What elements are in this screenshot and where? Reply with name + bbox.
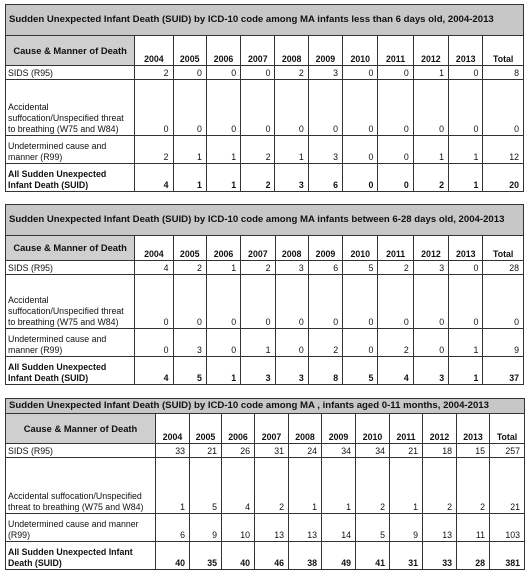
cell-value: 0: [343, 136, 378, 164]
table-row: [6, 80, 524, 136]
cell-total: 21: [490, 458, 525, 514]
header-cause-manner: Cause & Manner of Death: [6, 414, 156, 444]
cell-value: 3: [275, 261, 308, 275]
cell-value: 3: [173, 329, 206, 357]
cell-value: 2: [413, 164, 448, 192]
cell-value: 1: [322, 458, 356, 514]
cell-value: 1: [173, 136, 206, 164]
header-year: 2006: [222, 414, 255, 444]
suid-table-6-to-28-days: [5, 204, 524, 385]
cell-value: 1: [449, 136, 483, 164]
header-total: Total: [490, 414, 525, 444]
cell-total: 20: [483, 164, 524, 192]
row-cause: SIDS (R95): [6, 261, 135, 275]
row-cause: SIDS (R95): [6, 66, 135, 80]
cell-value: 3: [308, 136, 342, 164]
cell-value: 13: [423, 514, 457, 542]
row-cause: Accidental suffocation/Unspecified threat to breathing (W75 and W84): [6, 80, 135, 136]
cell-value: 5: [173, 357, 206, 385]
cell-value: 4: [135, 164, 173, 192]
row-cause: All Sudden Unexpected Infant Death (SUID): [6, 357, 135, 385]
cell-value: 0: [449, 261, 483, 275]
cell-value: 9: [390, 514, 423, 542]
cell-total: 9: [483, 329, 524, 357]
cell-value: 24: [289, 444, 322, 458]
cell-value: 1: [449, 164, 483, 192]
cell-value: 11: [457, 514, 490, 542]
header-year: 2008: [275, 36, 308, 66]
header-year: 2009: [322, 414, 356, 444]
cell-value: 21: [390, 444, 423, 458]
cell-value: 28: [457, 542, 490, 570]
cell-value: 0: [378, 136, 413, 164]
cell-value: 40: [222, 542, 255, 570]
table-row: [6, 514, 525, 542]
cell-value: 6: [156, 514, 190, 542]
cell-value: 3: [413, 261, 448, 275]
header-year: 2010: [343, 36, 378, 66]
cell-value: 13: [255, 514, 289, 542]
table-row-total: [6, 542, 525, 570]
header-year: 2007: [241, 236, 275, 261]
header-year: 2012: [413, 36, 448, 66]
cell-value: 1: [173, 164, 206, 192]
header-year: 2009: [308, 36, 342, 66]
cell-value: 1: [206, 164, 240, 192]
table-row: [6, 66, 524, 80]
cell-value: 49: [322, 542, 356, 570]
header-total: Total: [483, 36, 524, 66]
cell-value: 2: [457, 458, 490, 514]
cell-value: 8: [308, 357, 342, 385]
cell-value: 0: [173, 66, 206, 80]
cell-value: 4: [222, 458, 255, 514]
cell-value: 1: [275, 136, 308, 164]
cell-value: 2: [423, 458, 457, 514]
cell-value: 1: [449, 329, 483, 357]
cell-value: 38: [289, 542, 322, 570]
header-cause-manner: Cause & Manner of Death: [6, 36, 135, 66]
cell-value: 1: [413, 66, 448, 80]
cell-value: 2: [173, 261, 206, 275]
header-year: 2011: [390, 414, 423, 444]
cell-value: 4: [135, 357, 173, 385]
header-year: 2013: [457, 414, 490, 444]
cell-value: 5: [343, 357, 378, 385]
cell-value: 2: [241, 164, 275, 192]
cell-value: 34: [322, 444, 356, 458]
cell-value: 31: [255, 444, 289, 458]
header-year: 2008: [289, 414, 322, 444]
header-year: 2007: [241, 36, 275, 66]
cell-value: 2: [356, 458, 390, 514]
cell-value: 33: [156, 444, 190, 458]
cell-value: 10: [222, 514, 255, 542]
cell-value: 0: [343, 275, 378, 329]
cell-value: 3: [275, 357, 308, 385]
header-year: 2006: [206, 36, 240, 66]
cell-value: 0: [173, 80, 206, 136]
cell-value: 1: [156, 458, 190, 514]
header-year: 2012: [423, 414, 457, 444]
header-cause-manner: Cause & Manner of Death: [6, 236, 135, 261]
cell-value: 0: [413, 329, 448, 357]
cell-value: 3: [275, 164, 308, 192]
cell-value: 3: [413, 357, 448, 385]
cell-value: 0: [413, 275, 448, 329]
cell-value: 6: [308, 261, 342, 275]
cell-value: 1: [449, 357, 483, 385]
cell-value: 0: [206, 329, 240, 357]
cell-total: 103: [490, 514, 525, 542]
cell-value: 5: [190, 458, 222, 514]
header-year: 2006: [206, 236, 240, 261]
table-row: [6, 329, 524, 357]
header-year: 2008: [275, 236, 308, 261]
cell-value: 0: [378, 66, 413, 80]
header-year: 2005: [173, 236, 206, 261]
cell-value: 4: [135, 261, 173, 275]
header-year: 2004: [135, 236, 173, 261]
table-row: [6, 136, 524, 164]
cell-value: 1: [289, 458, 322, 514]
header-year: 2011: [378, 236, 413, 261]
table-title: Sudden Unexpected Infant Death (SUID) by ICD-10 code among MA , infants aged 0-11 months, 2004-2013: [6, 399, 525, 414]
cell-value: 40: [156, 542, 190, 570]
row-cause: Undetermined cause and manner (R99): [6, 136, 135, 164]
cell-value: 46: [255, 542, 289, 570]
header-year: 2010: [356, 414, 390, 444]
cell-value: 2: [378, 261, 413, 275]
cell-value: 0: [135, 80, 173, 136]
cell-value: 0: [308, 275, 342, 329]
cell-value: 0: [378, 164, 413, 192]
cell-value: 0: [343, 164, 378, 192]
cell-value: 33: [423, 542, 457, 570]
row-cause: Undetermined cause and manner (R99): [6, 514, 156, 542]
cell-value: 0: [413, 80, 448, 136]
header-year: 2004: [156, 414, 190, 444]
cell-value: 35: [190, 542, 222, 570]
row-cause: SIDS (R95): [6, 444, 156, 458]
cell-total: 12: [483, 136, 524, 164]
cell-value: 9: [190, 514, 222, 542]
cell-value: 1: [206, 357, 240, 385]
cell-value: 0: [275, 329, 308, 357]
cell-value: 41: [356, 542, 390, 570]
cell-total: 257: [490, 444, 525, 458]
cell-value: 3: [308, 66, 342, 80]
cell-value: 2: [241, 136, 275, 164]
cell-value: 1: [206, 261, 240, 275]
table-row: [6, 458, 525, 514]
cell-value: 0: [275, 275, 308, 329]
suid-table-under-6-days: [5, 4, 524, 192]
cell-value: 21: [190, 444, 222, 458]
header-total: Total: [483, 236, 524, 261]
cell-value: 0: [343, 66, 378, 80]
cell-value: 0: [378, 80, 413, 136]
table-row: [6, 275, 524, 329]
cell-total: 37: [483, 357, 524, 385]
cell-value: 14: [322, 514, 356, 542]
cell-value: 0: [241, 66, 275, 80]
header-year: 2005: [173, 36, 206, 66]
table-row: [6, 444, 525, 458]
cell-value: 2: [378, 329, 413, 357]
header-year: 2007: [255, 414, 289, 444]
cell-value: 0: [206, 66, 240, 80]
cell-value: 0: [135, 329, 173, 357]
cell-value: 0: [449, 80, 483, 136]
cell-total: 8: [483, 66, 524, 80]
cell-value: 2: [275, 66, 308, 80]
cell-total: 28: [483, 261, 524, 275]
table-row-total: [6, 164, 524, 192]
cell-value: 2: [255, 458, 289, 514]
cell-value: 0: [173, 275, 206, 329]
cell-value: 2: [241, 261, 275, 275]
cell-value: 15: [457, 444, 490, 458]
row-cause: All Sudden Unexpected Infant Death (SUID): [6, 542, 156, 570]
header-year: 2013: [449, 36, 483, 66]
row-cause: Undetermined cause and manner (R99): [6, 329, 135, 357]
header-year: 2004: [135, 36, 173, 66]
cell-value: 0: [308, 80, 342, 136]
cell-value: 0: [449, 275, 483, 329]
cell-value: 1: [390, 458, 423, 514]
header-year: 2013: [449, 236, 483, 261]
header-year: 2011: [378, 36, 413, 66]
cell-value: 1: [241, 329, 275, 357]
cell-total: 381: [490, 542, 525, 570]
cell-value: 0: [343, 329, 378, 357]
cell-value: 0: [378, 275, 413, 329]
cell-value: 2: [308, 329, 342, 357]
suid-table-0-to-11-months: [5, 398, 524, 570]
cell-value: 2: [135, 136, 173, 164]
cell-value: 0: [275, 80, 308, 136]
cell-value: 0: [343, 80, 378, 136]
cell-value: 0: [135, 275, 173, 329]
table-title: Sudden Unexpected Infant Death (SUID) by ICD-10 code among MA infants less than 6 days old, 2004-2013: [6, 5, 524, 36]
cell-value: 2: [135, 66, 173, 80]
row-cause: Accidental suffocation/Unspecified threat to breathing (W75 and W84): [6, 458, 156, 514]
cell-total: 0: [483, 80, 524, 136]
cell-value: 5: [343, 261, 378, 275]
cell-value: 0: [206, 275, 240, 329]
row-cause: Accidental suffocation/Unspecified threat to breathing (W75 and W84): [6, 275, 135, 329]
cell-value: 3: [241, 357, 275, 385]
cell-value: 1: [206, 136, 240, 164]
cell-value: 0: [241, 275, 275, 329]
header-year: 2010: [343, 236, 378, 261]
cell-value: 0: [241, 80, 275, 136]
table-title: Sudden Unexpected Infant Death (SUID) by ICD-10 code among MA infants between 6-28 days old, 2004-2013: [6, 205, 524, 236]
row-cause: All Sudden Unexpected Infant Death (SUID): [6, 164, 135, 192]
header-year: 2009: [308, 236, 342, 261]
header-year: 2005: [190, 414, 222, 444]
cell-value: 4: [378, 357, 413, 385]
cell-value: 5: [356, 514, 390, 542]
cell-value: 18: [423, 444, 457, 458]
cell-value: 31: [390, 542, 423, 570]
table-row: [6, 261, 524, 275]
cell-total: 0: [483, 275, 524, 329]
cell-value: 6: [308, 164, 342, 192]
cell-value: 0: [206, 80, 240, 136]
header-year: 2012: [413, 236, 448, 261]
table-row-total: [6, 357, 524, 385]
cell-value: 26: [222, 444, 255, 458]
cell-value: 1: [413, 136, 448, 164]
cell-value: 0: [449, 66, 483, 80]
cell-value: 13: [289, 514, 322, 542]
cell-value: 34: [356, 444, 390, 458]
